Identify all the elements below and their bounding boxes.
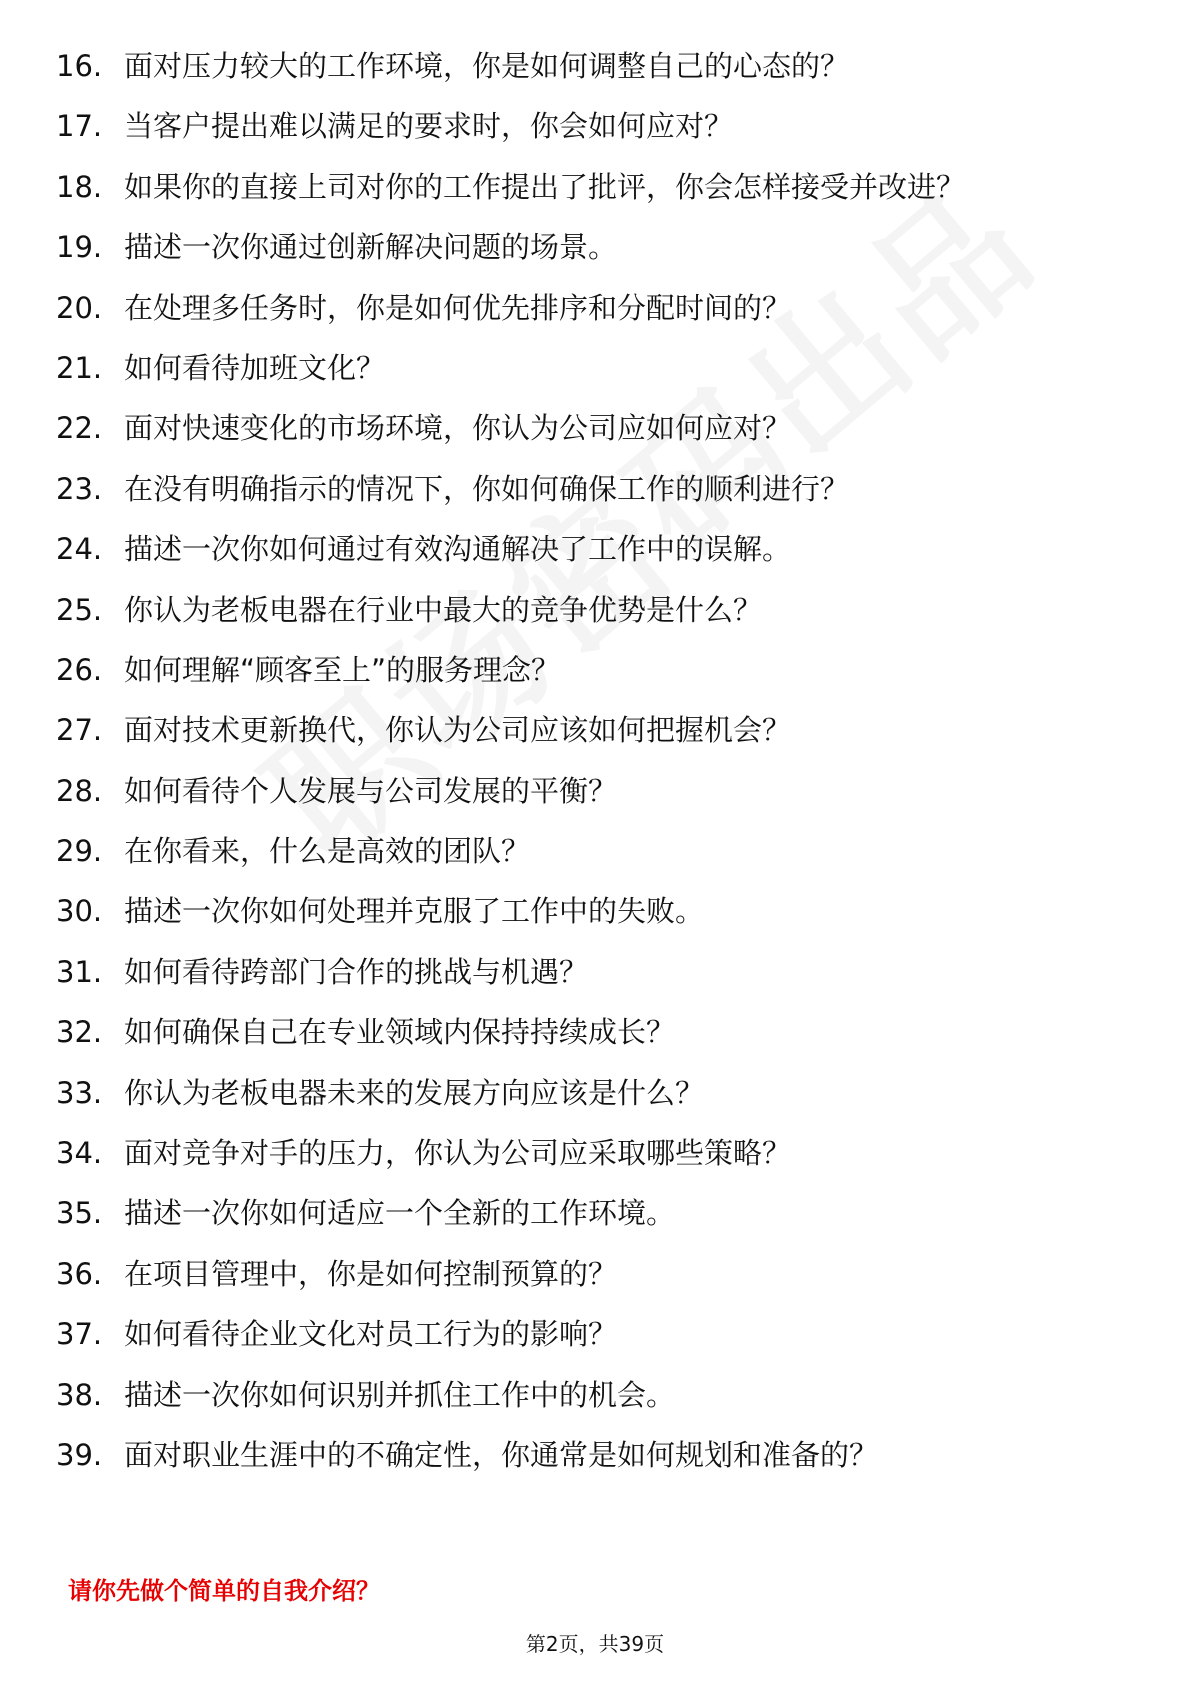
question-text: 在你看来，什么是高效的团队？ — [124, 834, 531, 869]
question-number: 22. — [56, 411, 103, 446]
question-number: 37. — [56, 1317, 103, 1352]
question-item — [56, 106, 1096, 146]
question-number: 33. — [56, 1075, 103, 1110]
question-text: 面对竞争对手的压力，你认为公司应采取哪些策略？ — [124, 1136, 792, 1171]
question-item — [56, 408, 1096, 448]
question-number: 36. — [56, 1256, 103, 1291]
question-text: 面对压力较大的工作环境，你是如何调整自己的心态的？ — [124, 49, 850, 83]
question-item — [56, 1012, 1096, 1052]
question-number: 32. — [56, 1015, 103, 1050]
question-number: 17. — [56, 109, 103, 144]
question-item — [56, 891, 1096, 931]
question-number: 29. — [56, 834, 103, 869]
question-number: 24. — [56, 532, 103, 567]
question-text: 面对职业生涯中的不确定性，你通常是如何规划和准备的？ — [124, 1437, 879, 1472]
question-item — [56, 1435, 1096, 1475]
question-item — [56, 831, 1096, 871]
question-item — [56, 167, 1096, 207]
question-number: 38. — [56, 1377, 103, 1412]
question-item — [56, 650, 1096, 690]
question-item — [56, 771, 1096, 811]
question-text: 你认为老板电器在行业中最大的竞争优势是什么？ — [124, 592, 763, 627]
question-text: 如何确保自己在专业领域内保持持续成长？ — [124, 1015, 676, 1050]
question-text: 在项目管理中，你是如何控制预算的？ — [124, 1256, 618, 1291]
question-item — [56, 1314, 1096, 1354]
page-footer: 第2页，共39页 — [525, 1632, 665, 1656]
question-text: 在没有明确指示的情况下，你如何确保工作的顺利进行？ — [124, 471, 850, 506]
question-number: 31. — [56, 954, 103, 989]
question-text: 描述一次你通过创新解决问题的场景。 — [124, 230, 618, 265]
question-text: 如何看待企业文化对员工行为的影响？ — [124, 1317, 618, 1352]
question-number: 35. — [56, 1196, 103, 1231]
question-item — [56, 46, 1096, 86]
question-text: 如何看待跨部门合作的挑战与机遇？ — [124, 954, 589, 989]
question-item — [56, 348, 1096, 388]
question-item — [56, 1193, 1096, 1233]
question-text: 如果你的直接上司对你的工作提出了批评，你会怎样接受并改进？ — [124, 169, 966, 204]
highlight-prompt: 请你先做个简单的自我介绍？ — [68, 1577, 380, 1605]
question-number: 23. — [56, 471, 103, 506]
question-text: 如何看待加班文化？ — [124, 350, 386, 385]
question-text: 如何理解“顾客至上”的服务理念？ — [124, 652, 561, 687]
question-number: 27. — [56, 713, 103, 748]
question-number: 34. — [56, 1136, 103, 1171]
question-text: 面对技术更新换代，你认为公司应该如何把握机会？ — [124, 713, 792, 748]
question-text: 在处理多任务时，你是如何优先排序和分配时间的？ — [124, 290, 792, 325]
question-text: 你认为老板电器未来的发展方向应该是什么？ — [124, 1075, 705, 1110]
question-number: 16. — [56, 49, 103, 83]
question-number: 21. — [56, 350, 103, 385]
question-item — [56, 469, 1096, 509]
question-number: 28. — [56, 773, 103, 808]
question-text: 面对快速变化的市场环境，你认为公司应如何应对？ — [124, 411, 792, 446]
question-item — [56, 529, 1096, 569]
question-text: 描述一次你如何识别并抓住工作中的机会。 — [124, 1377, 676, 1412]
question-item — [56, 1133, 1096, 1173]
question-number: 26. — [56, 652, 103, 687]
question-number: 39. — [56, 1437, 103, 1472]
question-list — [56, 46, 1096, 1495]
question-item — [56, 710, 1096, 750]
question-number: 18. — [56, 169, 103, 204]
question-number: 19. — [56, 230, 103, 265]
question-text: 描述一次你如何通过有效沟通解决了工作中的误解。 — [124, 532, 792, 567]
question-number: 25. — [56, 592, 103, 627]
question-text: 描述一次你如何适应一个全新的工作环境。 — [124, 1196, 676, 1231]
question-item — [56, 952, 1096, 992]
question-text: 如何看待个人发展与公司发展的平衡？ — [124, 773, 618, 808]
question-item — [56, 1073, 1096, 1113]
question-item — [56, 227, 1096, 267]
question-text: 当客户提出难以满足的要求时，你会如何应对？ — [124, 109, 734, 144]
question-item — [56, 288, 1096, 328]
question-number: 20. — [56, 290, 103, 325]
question-text: 描述一次你如何处理并克服了工作中的失败。 — [124, 894, 705, 929]
question-number: 30. — [56, 894, 103, 929]
question-item — [56, 1375, 1096, 1415]
question-item — [56, 590, 1096, 630]
question-item — [56, 1254, 1096, 1294]
